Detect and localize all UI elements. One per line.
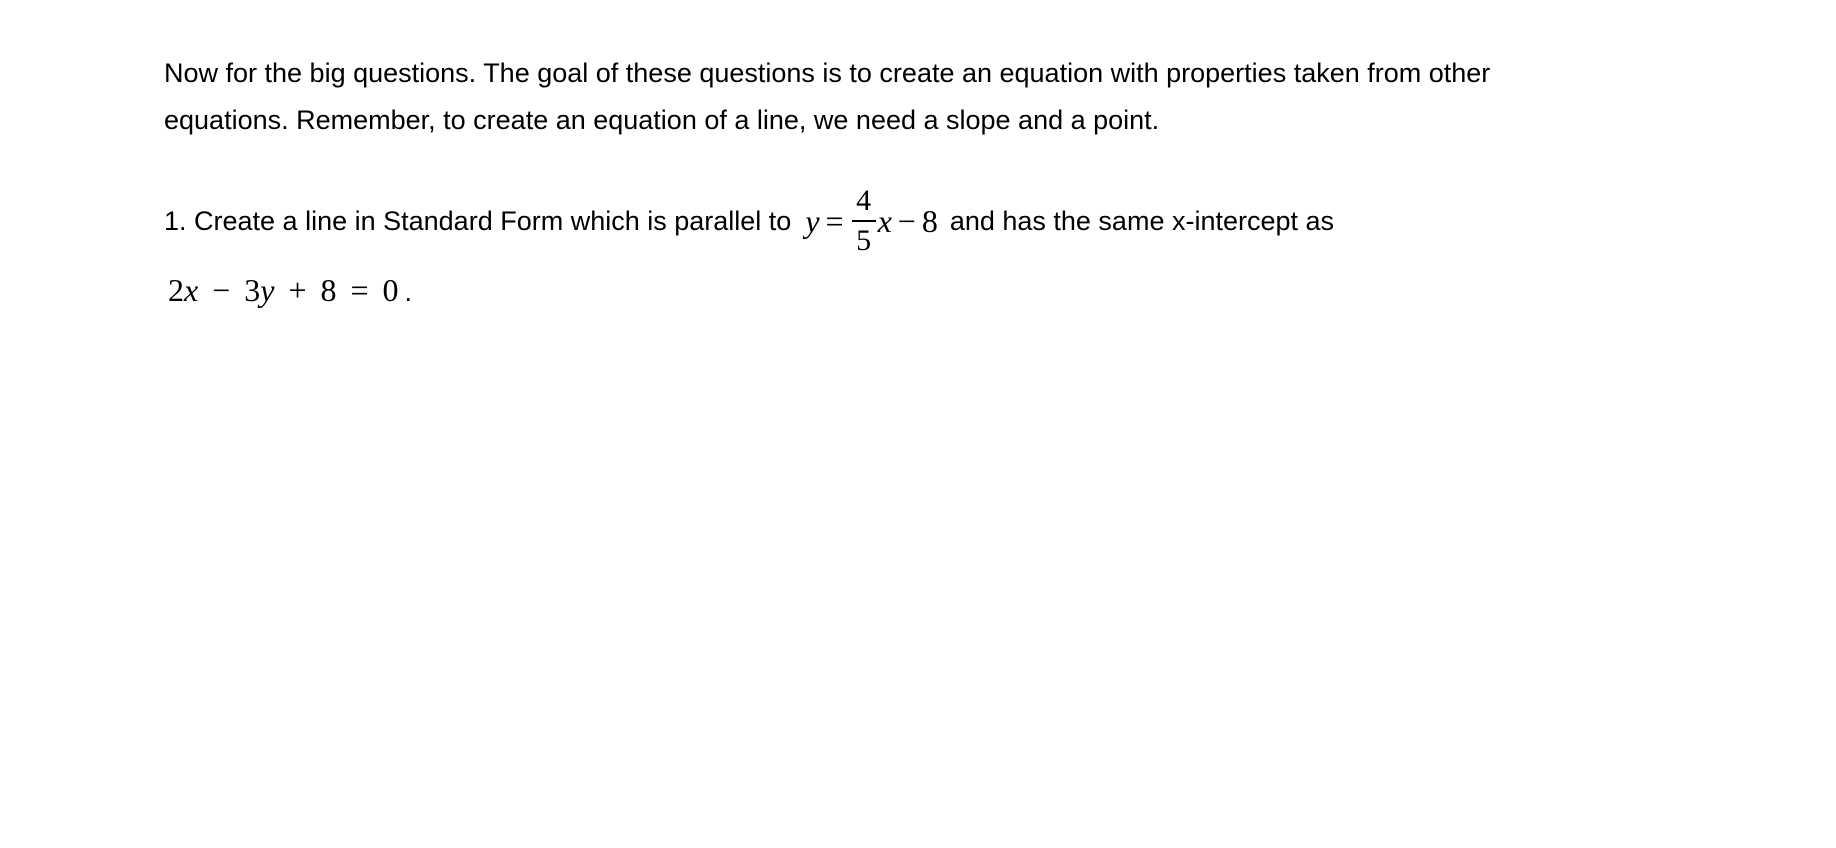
eq2-coef-y: 3 xyxy=(244,272,261,308)
eq2-coef-x: 2 xyxy=(168,272,184,308)
eq1-y: y xyxy=(805,202,820,239)
eq1-fraction-numerator: 4 xyxy=(856,184,872,217)
intro-line-2: equations. Remember, to create an equation of a line, we need a slope and a point. xyxy=(164,105,1160,135)
eq2-rhs: 0 xyxy=(382,272,399,308)
eq1-slope-fraction xyxy=(852,186,876,256)
eq1-minus: − xyxy=(897,202,916,239)
eq2-minus: − xyxy=(212,272,231,308)
equation-parallel-line xyxy=(805,186,938,256)
eq1-fraction-denominator: 5 xyxy=(856,224,872,257)
eq1-x: x xyxy=(877,202,892,239)
eq2-period: . xyxy=(404,277,413,307)
eq2-y: y xyxy=(260,272,275,308)
question-1 xyxy=(164,176,1334,266)
question-1-text: 1. Create a line in Standard Form which is parallel to xyxy=(164,205,792,236)
eq1-constant: 8 xyxy=(921,202,938,239)
eq2-x: x xyxy=(184,272,199,308)
question-1-text-after: and has the same x-intercept as xyxy=(949,205,1335,236)
eq1-equals: = xyxy=(825,202,844,239)
intro-paragraph xyxy=(164,50,1724,144)
eq2-plus: + xyxy=(288,272,307,308)
intro-line-1: Now for the big questions. The goal of these questions is to create an equation with properties taken from other xyxy=(164,58,1491,88)
eq2-constant: 8 xyxy=(320,272,337,308)
eq2-equals: = xyxy=(350,272,369,308)
equation-x-intercept xyxy=(168,272,412,309)
